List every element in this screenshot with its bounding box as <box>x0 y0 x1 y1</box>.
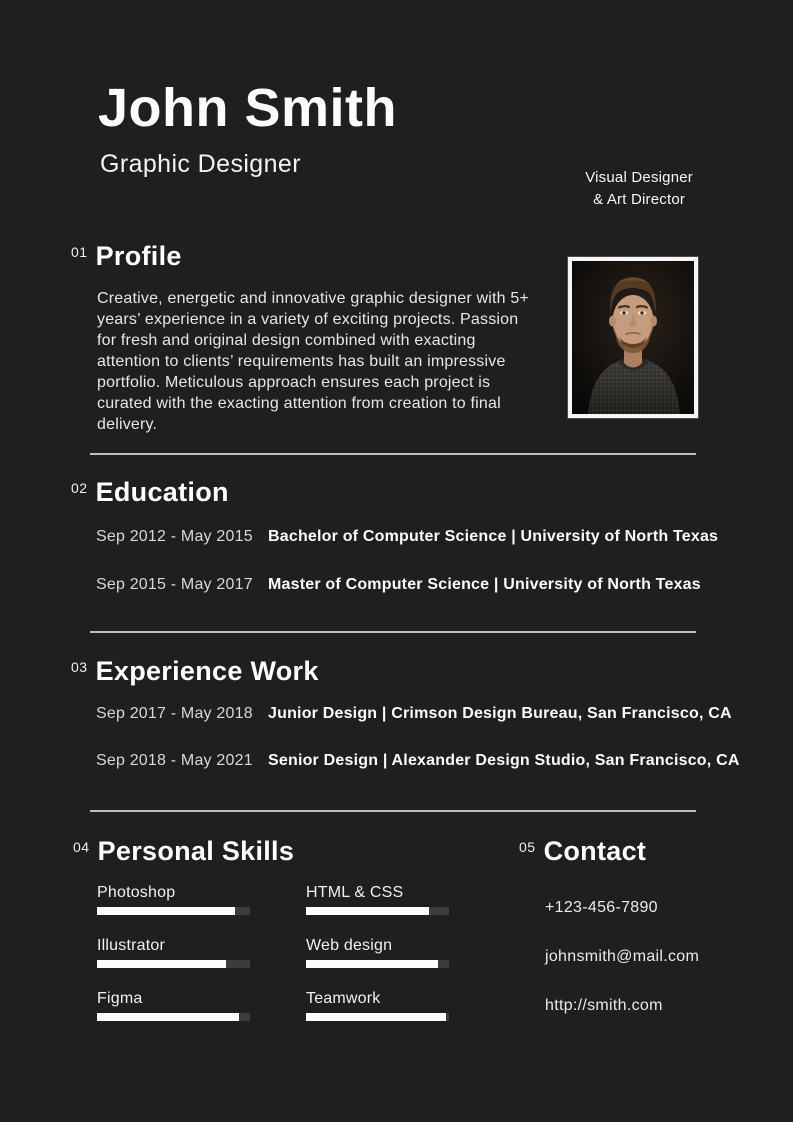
contact-email: johnsmith@mail.com <box>545 948 700 965</box>
skill-bar-fill <box>97 907 235 915</box>
education-dates: Sep 2015 - May 2017 <box>96 576 253 593</box>
skill-bar-fill <box>306 907 429 915</box>
experience-details: Senior Design | Alexander Design Studio, San Francisco, CA <box>268 752 740 769</box>
education-details: Master of Computer Science | University of North Texas <box>268 576 701 593</box>
experience-row <box>96 705 732 723</box>
skill-bar-track <box>306 907 449 915</box>
skill-label: Teamwork <box>306 990 381 1007</box>
skill-item <box>97 937 250 968</box>
section-number: 04 <box>73 839 90 855</box>
skill-bar-track <box>97 1013 250 1021</box>
tagline-line-2: & Art Director <box>593 191 686 208</box>
skill-label: HTML & CSS <box>306 884 404 901</box>
skill-item <box>306 990 449 1021</box>
contact-list <box>545 899 699 1046</box>
section-head-skills <box>73 838 294 867</box>
skill-label: Illustrator <box>97 937 165 954</box>
education-row <box>96 576 701 594</box>
section-title: Profile <box>95 241 182 271</box>
skill-bar-track <box>97 907 250 915</box>
skill-item <box>97 990 250 1021</box>
tagline <box>585 167 693 211</box>
skills-column <box>97 884 250 1043</box>
person-name: John Smith <box>98 78 397 138</box>
profile-summary-text: Creative, energetic and innovative graphic designer with 5+ years’ experience in a variety of exciting projects. Passion for fresh and original design combined with exacting attention to clients’ requirements has built an impressive portfolio. Meticulous approach ensures each project is curated with the exacting attention from creation to final delivery. <box>97 290 530 433</box>
education-row <box>96 528 718 546</box>
skill-bar-fill <box>97 1013 239 1021</box>
education-details: Bachelor of Computer Science | University of North Texas <box>268 528 719 545</box>
skill-label: Web design <box>306 937 393 954</box>
section-divider <box>90 810 696 812</box>
experience-dates: Sep 2017 - May 2018 <box>96 705 253 722</box>
skills-column <box>306 884 449 1043</box>
skill-bar-fill <box>306 1013 446 1021</box>
skill-bar-fill <box>306 960 438 968</box>
skill-bar-track <box>306 1013 449 1021</box>
section-title: Education <box>95 477 229 507</box>
experience-row <box>96 752 740 770</box>
section-title: Contact <box>543 836 647 866</box>
experience-details: Junior Design | Crimson Design Bureau, San Francisco, CA <box>268 705 732 722</box>
section-divider <box>90 631 696 633</box>
section-head-experience <box>71 658 319 687</box>
contact-phone: +123-456-7890 <box>545 899 658 916</box>
section-title: Personal Skills <box>97 836 295 866</box>
tagline-line-1: Visual Designer <box>585 169 693 186</box>
section-number: 02 <box>71 480 88 496</box>
skill-label: Figma <box>97 990 143 1007</box>
portrait-illustration <box>572 261 694 414</box>
section-number: 05 <box>519 839 536 855</box>
section-divider <box>90 453 696 455</box>
skill-item <box>97 884 250 915</box>
skill-bar-track <box>306 960 449 968</box>
education-dates: Sep 2012 - May 2015 <box>96 528 253 545</box>
section-head-profile <box>71 243 182 272</box>
skills-grid <box>97 884 449 1043</box>
section-number: 03 <box>71 659 88 675</box>
section-head-education <box>71 479 229 508</box>
section-title: Experience Work <box>95 656 319 686</box>
contact-website: http://smith.com <box>545 997 663 1014</box>
skill-bar-track <box>97 960 250 968</box>
skill-item <box>306 884 449 915</box>
skill-label: Photoshop <box>97 884 176 901</box>
profile-photo <box>568 257 698 418</box>
skill-bar-fill <box>97 960 226 968</box>
experience-dates: Sep 2018 - May 2021 <box>96 752 253 769</box>
person-job-title: Graphic Designer <box>100 150 301 178</box>
skill-item <box>306 937 449 968</box>
section-head-contact <box>519 838 646 867</box>
section-number: 01 <box>71 244 88 260</box>
